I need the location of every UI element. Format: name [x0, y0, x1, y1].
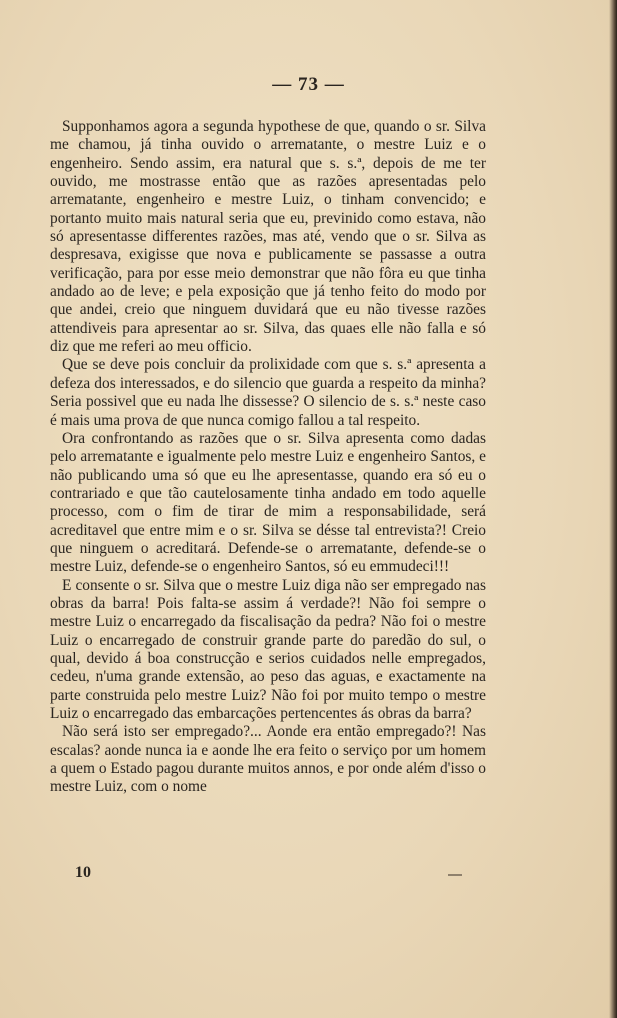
paragraph-4: E consente o sr. Silva que o mestre Luiz diga não ser empregado nas obras da barra! Pois falta-se assim á verdade?! Não foi sempre o mestre Luiz o encarregado da fiscalisação da pedra? Não foi o mestre Luiz o encarregado de construir grande parte do paredão do sul, o qual, devido á boa construcção e serios cuidados nelle empregados, cedeu, n'uma grande extensão, ao peso das aguas, e exactamente na parte construida pelo mestre Luiz? Não foi por muito tempo o mestre Luiz o encarregado das embarcações pertencentes ás obras da barra?	[50, 576, 486, 722]
paragraph-1: Supponhamos agora a segunda hypothese de que, quando o sr. Silva me chamou, já tinha ouvido o arrematante, o mestre Luiz e o engenheiro. Sendo assim, era natural que s. s.ª, depois de me ter ouvido, me mostrasse então que as razões apresentadas pelo arrematante, engenheiro e mestre Luiz, o tinham convencido; e portanto muito mais natural seria que eu, previnido como estava, não só apresentasse differentes razões, mas até, vendo que o sr. Silva as despresava, exigisse que nova e publicamente se passasse a outra verificação, para por esse meio demonstrar que não fôra eu que tinha andado ao de leve; e pela exposição que já tenho feito do modo por que andei, creio que ninguem duvidará que eu não tivesse razões attendiveis para apresentar ao sr. Silva, das quaes elle não falla e só diz que me referi ao meu officio.	[50, 118, 486, 356]
body-text	[50, 118, 486, 797]
paragraph-3: Ora confrontando as razões que o sr. Silva apresenta como dadas pelo arrematante e igualmente pelo mestre Luiz e engenheiro Santos, e não publicando uma só que eu lhe apresentasse, quando era só eu o contrariado e que tão cautelosamente tinha andado em todo aquelle processo, com o fim de tirar de mim a responsabilidade, será acreditavel que entre mim e o sr. Silva se désse tal entrevista?! Creio que ninguem o acreditará. Defende-se o arrematante, defende-se o mestre Luiz, defende-se o engenheiro Santos, só eu emmudeci!!!	[50, 429, 486, 576]
signature-mark: 10	[75, 864, 91, 881]
page-edge-shadow	[609, 0, 617, 1018]
page-number: — 73 —	[272, 74, 345, 95]
printer-mark	[448, 874, 462, 876]
paragraph-5: Não será isto ser empregado?... Aonde era então empregado?! Nas escalas? aonde nunca ia e aonde lhe era feito o serviço por um homem a quem o Estado pagou durante muitos annos, e por onde além d'isso o mestre Luiz, com o nome	[50, 723, 486, 796]
paragraph-2: Que se deve pois concluir da prolixidade com que s. s.ª apresenta a defeza dos interessados, e do silencio que guarda a respeito da minha? Seria possivel que eu nada lhe dissesse? O silencio de s. s.ª neste caso é mais uma prova de que nunca comigo fallou a tal respeito.	[50, 356, 486, 429]
